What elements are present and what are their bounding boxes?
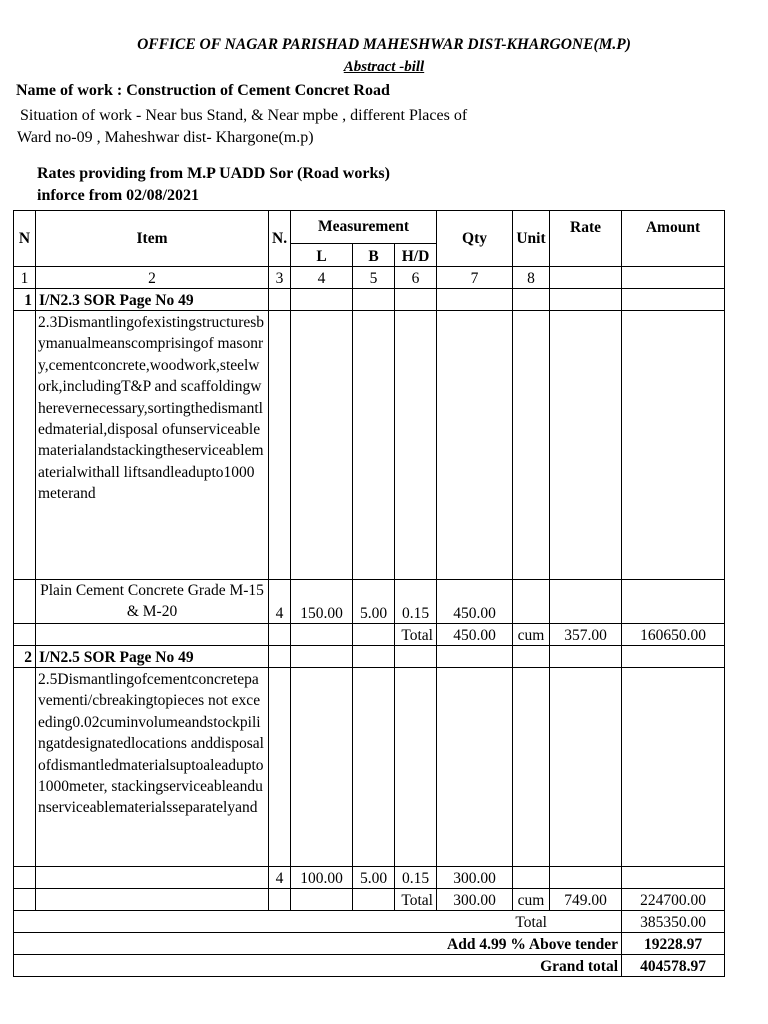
name-of-work: Name of work : Construction of Cement Concret Road — [16, 82, 390, 99]
col-number: 2 — [36, 267, 269, 289]
summary-grand-value: 404578.97 — [622, 955, 725, 977]
item-unit: cum — [513, 624, 550, 646]
item-total-qty: 450.00 — [437, 624, 513, 646]
item-height: 0.15 — [395, 867, 437, 889]
summary-grand-label: Grand total — [14, 955, 622, 977]
item-description: 2.3Dismantlingofexistingstructuresbymanualmeanscomprisingof masonry,cementconcrete,woodwork,steelwork,includingT&P and scaffoldingwherevernecessary,sortingthedismantledmaterial,disposal ofunserviceablematerialandstackingtheserviceablematerialwithall liftsandleadupto1000meterand — [36, 311, 269, 580]
col-number: 6 — [395, 267, 437, 289]
summary-total-row — [14, 911, 725, 933]
rates-line-1: Rates providing from M.P UADD Sor (Road works) — [37, 165, 390, 182]
col-amount-header: Amount — [622, 211, 725, 267]
office-title: OFFICE OF NAGAR PARISHAD MAHESHWAR DIST-KHARGONE(M.P) — [137, 36, 631, 53]
item-length: 100.00 — [291, 867, 353, 889]
summary-tender-value: 19228.97 — [622, 933, 725, 955]
summary-tender-label: Add 4.99 % Above tender — [14, 933, 622, 955]
col-n-header: N — [14, 211, 36, 267]
item-n: 4 — [269, 867, 291, 889]
item-qty: 300.00 — [437, 867, 513, 889]
item-description-row — [14, 668, 725, 867]
col-number: 4 — [291, 267, 353, 289]
item-description: 2.5Dismantlingofcementconcretepavementi/cbreakingtopieces not exceeding0.02cuminvolumeandstockpilingatdesignatedlocations anddisposalofdismantledmaterialsuptoaleadupto1000meter, stackingserviceableandunserviceablematerialsseparatelyand — [36, 668, 269, 867]
item-qty: 450.00 — [437, 580, 513, 624]
col-number: 7 — [437, 267, 513, 289]
item-total-row — [14, 889, 725, 911]
col-number: 3 — [269, 267, 291, 289]
situation-line-2: Ward no-09 , Maheshwar dist- Khargone(m.p) — [17, 129, 314, 146]
item-amount: 160650.00 — [622, 624, 725, 646]
summary-tender-row — [14, 933, 725, 955]
item-sor-ref: I/N2.5 SOR Page No 49 — [36, 646, 269, 668]
item-rate: 357.00 — [550, 624, 622, 646]
item-description-row — [14, 311, 725, 580]
rates-line-2: inforce from 02/08/2021 — [37, 187, 200, 204]
summary-total-value: 385350.00 — [622, 911, 725, 933]
item-length: 150.00 — [291, 580, 353, 624]
col-qty-header: Qty — [437, 211, 513, 267]
col-rate-header: Rate — [550, 211, 622, 267]
item-total-qty: 300.00 — [437, 889, 513, 911]
item-sub-description: Plain Cement Concrete Grade M-15 & M-20 — [36, 580, 269, 624]
col-item-header: Item — [36, 211, 269, 267]
item-breadth: 5.00 — [353, 580, 395, 624]
item-total-row — [14, 624, 725, 646]
item-breadth: 5.00 — [353, 867, 395, 889]
col-b-header: B — [353, 244, 395, 267]
item-height: 0.15 — [395, 580, 437, 624]
item-n: 4 — [269, 580, 291, 624]
col-l-header: L — [291, 244, 353, 267]
item-total-label: Total — [395, 889, 437, 911]
column-number-row — [14, 267, 725, 289]
col-number: 8 — [513, 267, 550, 289]
summary-grand-row — [14, 955, 725, 977]
item-amount: 224700.00 — [622, 889, 725, 911]
item-sor-ref: I/N2.3 SOR Page No 49 — [36, 289, 269, 311]
item-ref-row — [14, 289, 725, 311]
col-measurement-header: Measurement — [291, 211, 437, 244]
item-number: 2 — [14, 646, 36, 668]
item-number: 1 — [14, 289, 36, 311]
col-n2-header: N. — [269, 211, 291, 267]
item-ref-row — [14, 646, 725, 668]
item-measurement-row — [14, 580, 725, 624]
header-row-1 — [14, 211, 725, 244]
abstract-bill-title: Abstract -bill — [343, 59, 425, 75]
col-hd-header: H/D — [395, 244, 437, 267]
item-unit: cum — [513, 889, 550, 911]
item-rate: 749.00 — [550, 889, 622, 911]
item-total-label: Total — [395, 624, 437, 646]
summary-total-label: Total — [14, 911, 622, 933]
situation-line-1: Situation of work - Near bus Stand, & Near mpbe , different Places of — [20, 107, 468, 124]
item-measurement-row — [14, 867, 725, 889]
col-number: 5 — [353, 267, 395, 289]
abstract-bill-table — [13, 210, 725, 977]
col-number: 1 — [14, 267, 36, 289]
col-unit-header: Unit — [513, 211, 550, 267]
